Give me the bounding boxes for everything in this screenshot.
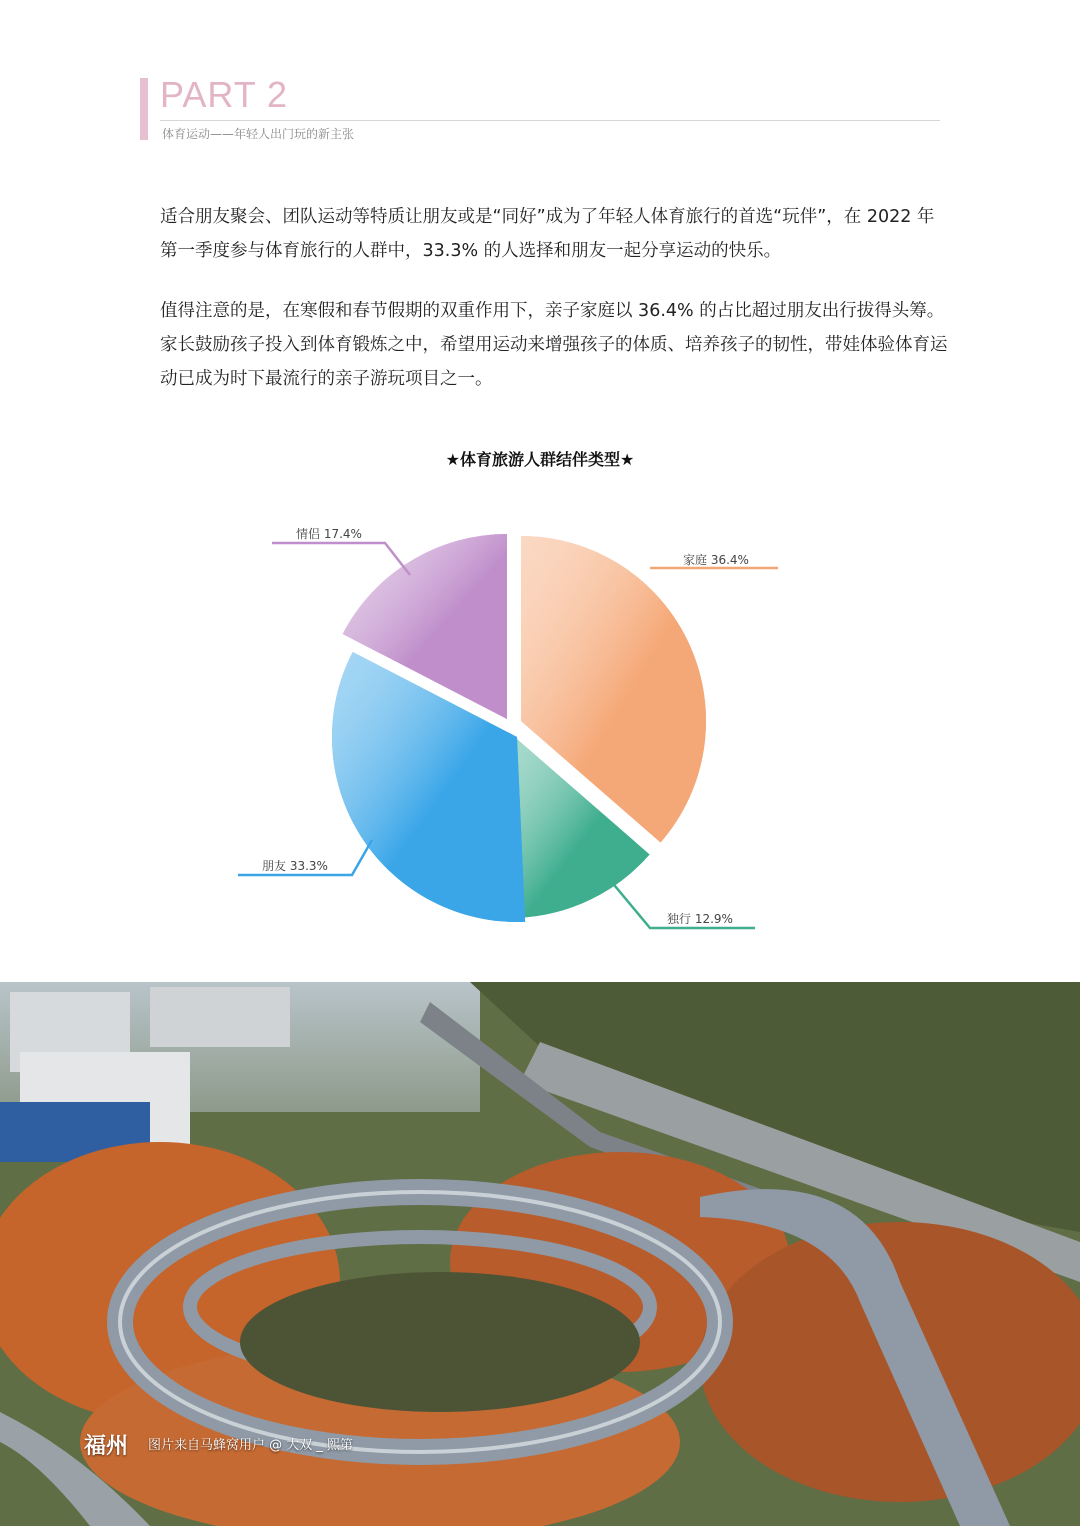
photo-credit: 图片来自马蜂窝用户 @ 大双 _ 熙第 [148,1438,354,1453]
photo-city-label: 福州 [84,1434,129,1459]
paragraph-family: 值得注意的是，在寒假和春节假期的双重作用下，亲子家庭以 36.4% 的占比超过朋友出行拔得头筹。家长鼓励孩子投入到体育锻炼之中，希望用运动来增强孩子的体质、培养孩子的韧性，带娃体验体育运动已成为时下最流行的亲子游玩项目之一。 [160,301,948,389]
chart-title: ★体育旅游人群结伴类型★ [445,450,635,469]
paragraph-friends: 适合朋友聚会、团队运动等特质让朋友或是“同好”成为了年轻人体育旅行的首选“玩伴”，在 2022 年第一季度参与体育旅行的人群中，33.3% 的人选择和朋友一起分享运动的快乐。 [160,207,935,261]
slice-label-0: 家庭 36.4% [683,553,749,567]
slice-label-3: 情侣 17.4% [296,527,362,541]
slice-label-2: 朋友 33.3% [262,859,328,873]
label-leader-3 [272,543,410,575]
section-subtitle: 体育运动——年轻人出门玩的新主张 [162,127,355,141]
slice-label-1: 独行 12.9% [667,912,733,926]
part-title: PART 2 [160,74,289,115]
